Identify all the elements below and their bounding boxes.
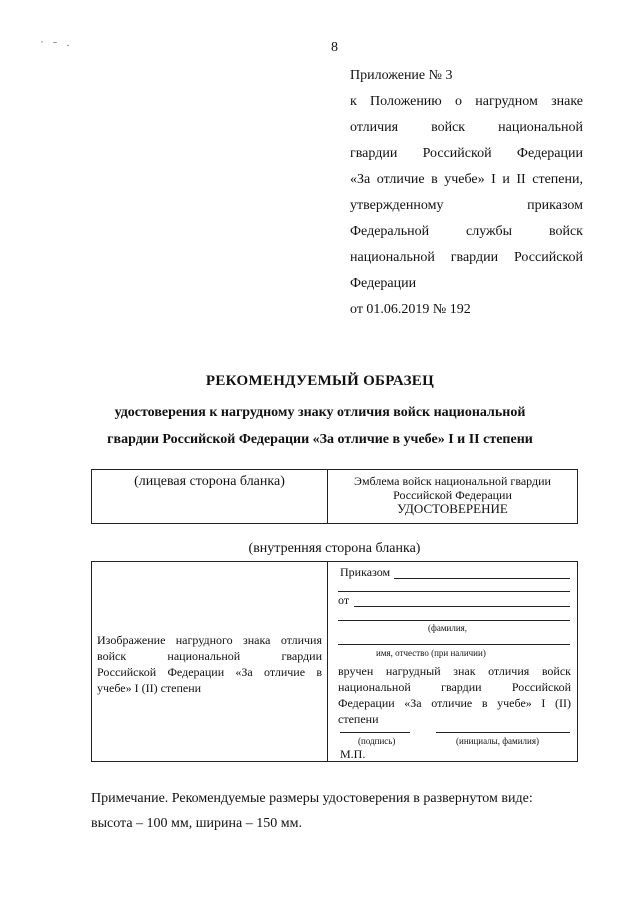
annex-line: национальной гвардии Российской — [350, 250, 583, 265]
badge-image-text: Российской Федерации «За отличие в — [97, 665, 322, 679]
annex-block — [350, 63, 583, 323]
front-side-label: (лицевая сторона бланка) — [92, 470, 328, 523]
certificate-word: УДОСТОВЕРЕНИЕ — [397, 501, 508, 516]
award-text-line: национальной гвардии Российской — [338, 680, 571, 694]
badge-image-text: войск национальной гвардии — [97, 649, 322, 663]
order-field-line — [338, 591, 570, 592]
document-title: РЕКОМЕНДУЕМЫЙ ОБРАЗЕЦ — [205, 373, 435, 389]
annex-line: Федерации — [350, 276, 417, 291]
surname-field-line — [338, 620, 570, 621]
seal-mark: М.П. — [340, 747, 366, 761]
name-field-line — [338, 644, 570, 645]
name-hint: имя, отчество (при наличии) — [376, 648, 486, 658]
award-text — [338, 663, 571, 727]
signature-field-line — [340, 732, 410, 733]
order-label: Приказом — [340, 565, 391, 579]
document-subtitle-line: гвардии Российской Федерации «За отличие в учебе» I и II степени — [107, 432, 533, 447]
badge-image-cell — [92, 562, 328, 761]
inner-side-caption: (внутренняя сторона бланка) — [248, 541, 421, 556]
badge-image-text: учебе» I (II) степени — [97, 681, 202, 695]
front-side-table — [91, 469, 578, 524]
order-field-line — [394, 578, 570, 579]
award-text-line: степени — [338, 712, 379, 726]
award-details-cell — [328, 562, 577, 761]
signature-hint: (подпись) — [358, 736, 396, 746]
inner-side-table — [91, 561, 578, 762]
initials-hint: (инициалы, фамилия) — [456, 736, 539, 746]
award-text-line: вручен нагрудный знак отличия войск — [338, 664, 571, 678]
date-label: от — [338, 593, 350, 607]
note-line: высота – 100 мм, ширина – 150 мм. — [91, 816, 302, 831]
document-subtitle-line: удостоверения к нагрудному знаку отличия войск национальной — [114, 405, 526, 420]
front-side-emblem-cell — [328, 470, 577, 516]
surname-hint: (фамилия, — [428, 623, 468, 633]
page-number: 8 — [331, 40, 338, 55]
annex-line: к Положению о нагрудном знаке — [350, 94, 583, 109]
scan-specks: ˙ ˉ · — [40, 38, 73, 52]
annex-line: Федеральной службы войск — [350, 224, 583, 239]
annex-line: Приложение № 3 — [350, 68, 453, 83]
annex-line: отличия войск национальной — [350, 120, 583, 135]
annex-line: гвардии Российской Федерации — [350, 146, 583, 161]
annex-line: утвержденному приказом — [350, 198, 583, 213]
note-line: Примечание. Рекомендуемые размеры удостоверения в развернутом виде: — [91, 791, 533, 806]
initials-field-line — [436, 732, 570, 733]
date-field-line — [354, 606, 570, 607]
annex-line: от 01.06.2019 № 192 — [350, 302, 471, 317]
emblem-caption: Эмблема войск национальной гвардии — [354, 474, 551, 488]
award-text-line: Федерации «За отличие в учебе» I (II) — [338, 696, 571, 710]
annex-line: «За отличие в учебе» I и II степени, — [350, 172, 583, 187]
badge-image-text: Изображение нагрудного знака отличия — [97, 633, 322, 647]
emblem-caption: Российской Федерации — [393, 488, 512, 502]
